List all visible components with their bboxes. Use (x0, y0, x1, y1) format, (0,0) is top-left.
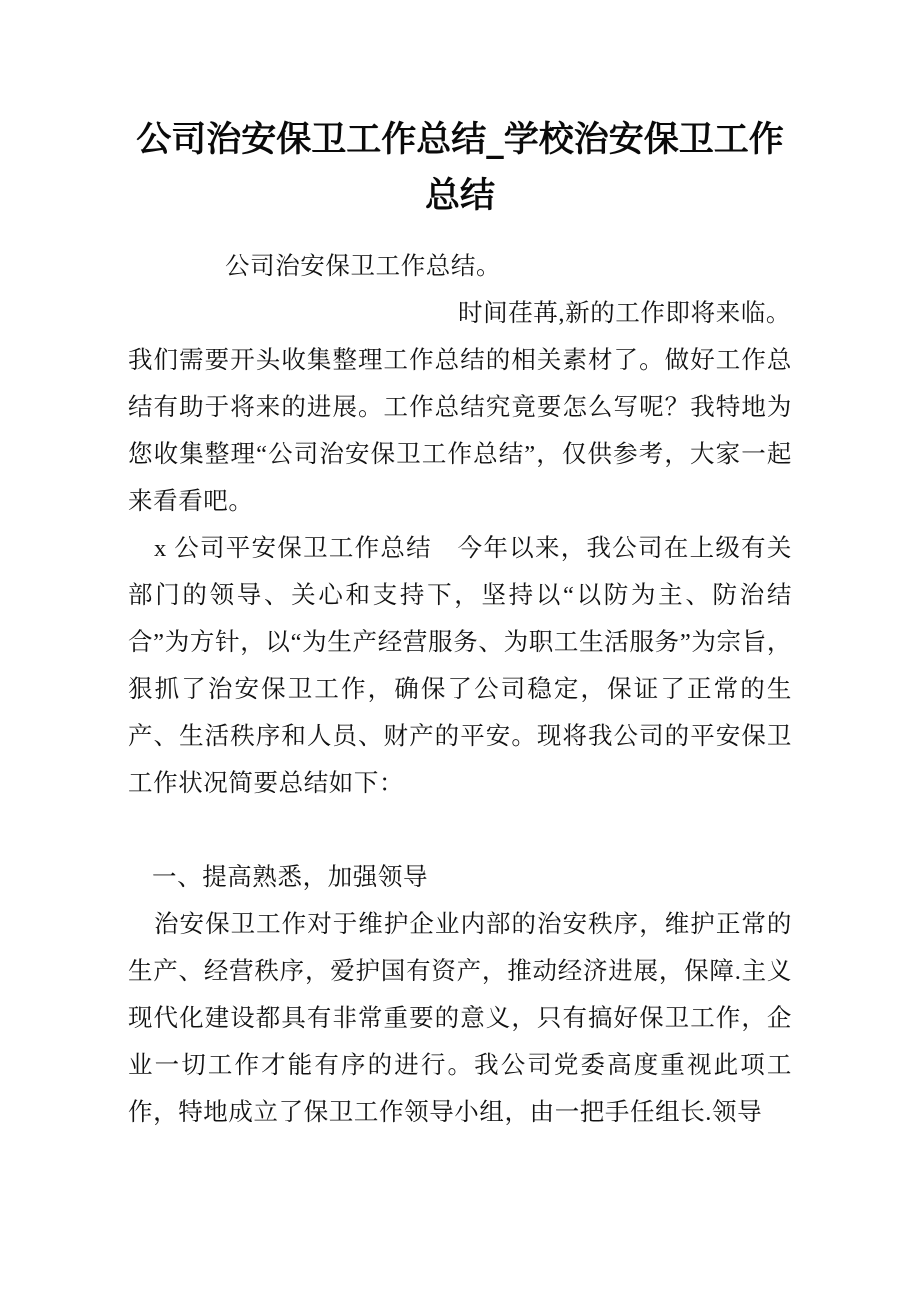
paragraph-collection-note: 我们需要开头收集整理工作总结的相关素材了。做好工作总结有助于将来的进展。工作总结究竟要怎么写呢？我特地为您收集整理“公司治安保卫工作总结”，仅供参考，大家一起来看看吧。 (128, 347, 792, 515)
paragraph-time-flies: 时间荏苒,新的工作即将来临。 (458, 300, 792, 327)
document-title: 公司治安保卫工作总结_学校治安保卫工作总结 (136, 120, 784, 216)
paragraph-intro-heading: 公司治安保卫工作总结。 (225, 253, 502, 280)
section-heading-one: 一、提高熟悉，加强领导 (152, 864, 429, 891)
document-body (128, 243, 792, 1136)
paragraph-section-one-body: 治安保卫工作对于维护企业内部的治安秩序，维护正常的生产、经营秩序，爱护国有资产，推动经济进展，保障.主义现代化建设都具有非常重要的意义，只有搞好保卫工作，企业一切工作才能有序的进行。我公司党委高度重视此项工作，特地成立了保卫工作领导小组，由一把手任组长.领导 (128, 911, 792, 1126)
paragraph-spacer (128, 807, 792, 854)
paragraph-company-summary: x 公司平安保卫工作总结 今年以来，我公司在上级有关部门的领导、关心和支持下，坚持以“以防为主、防治结合”为方针，以“为生产经营服务、为职工生活服务”为宗旨，狠抓了治安保卫工作，确保了公司稳定，保证了正常的生产、生活秩序和人员、财产的平安。现将我公司的平安保卫工作状况简要总结如下： (128, 535, 792, 797)
